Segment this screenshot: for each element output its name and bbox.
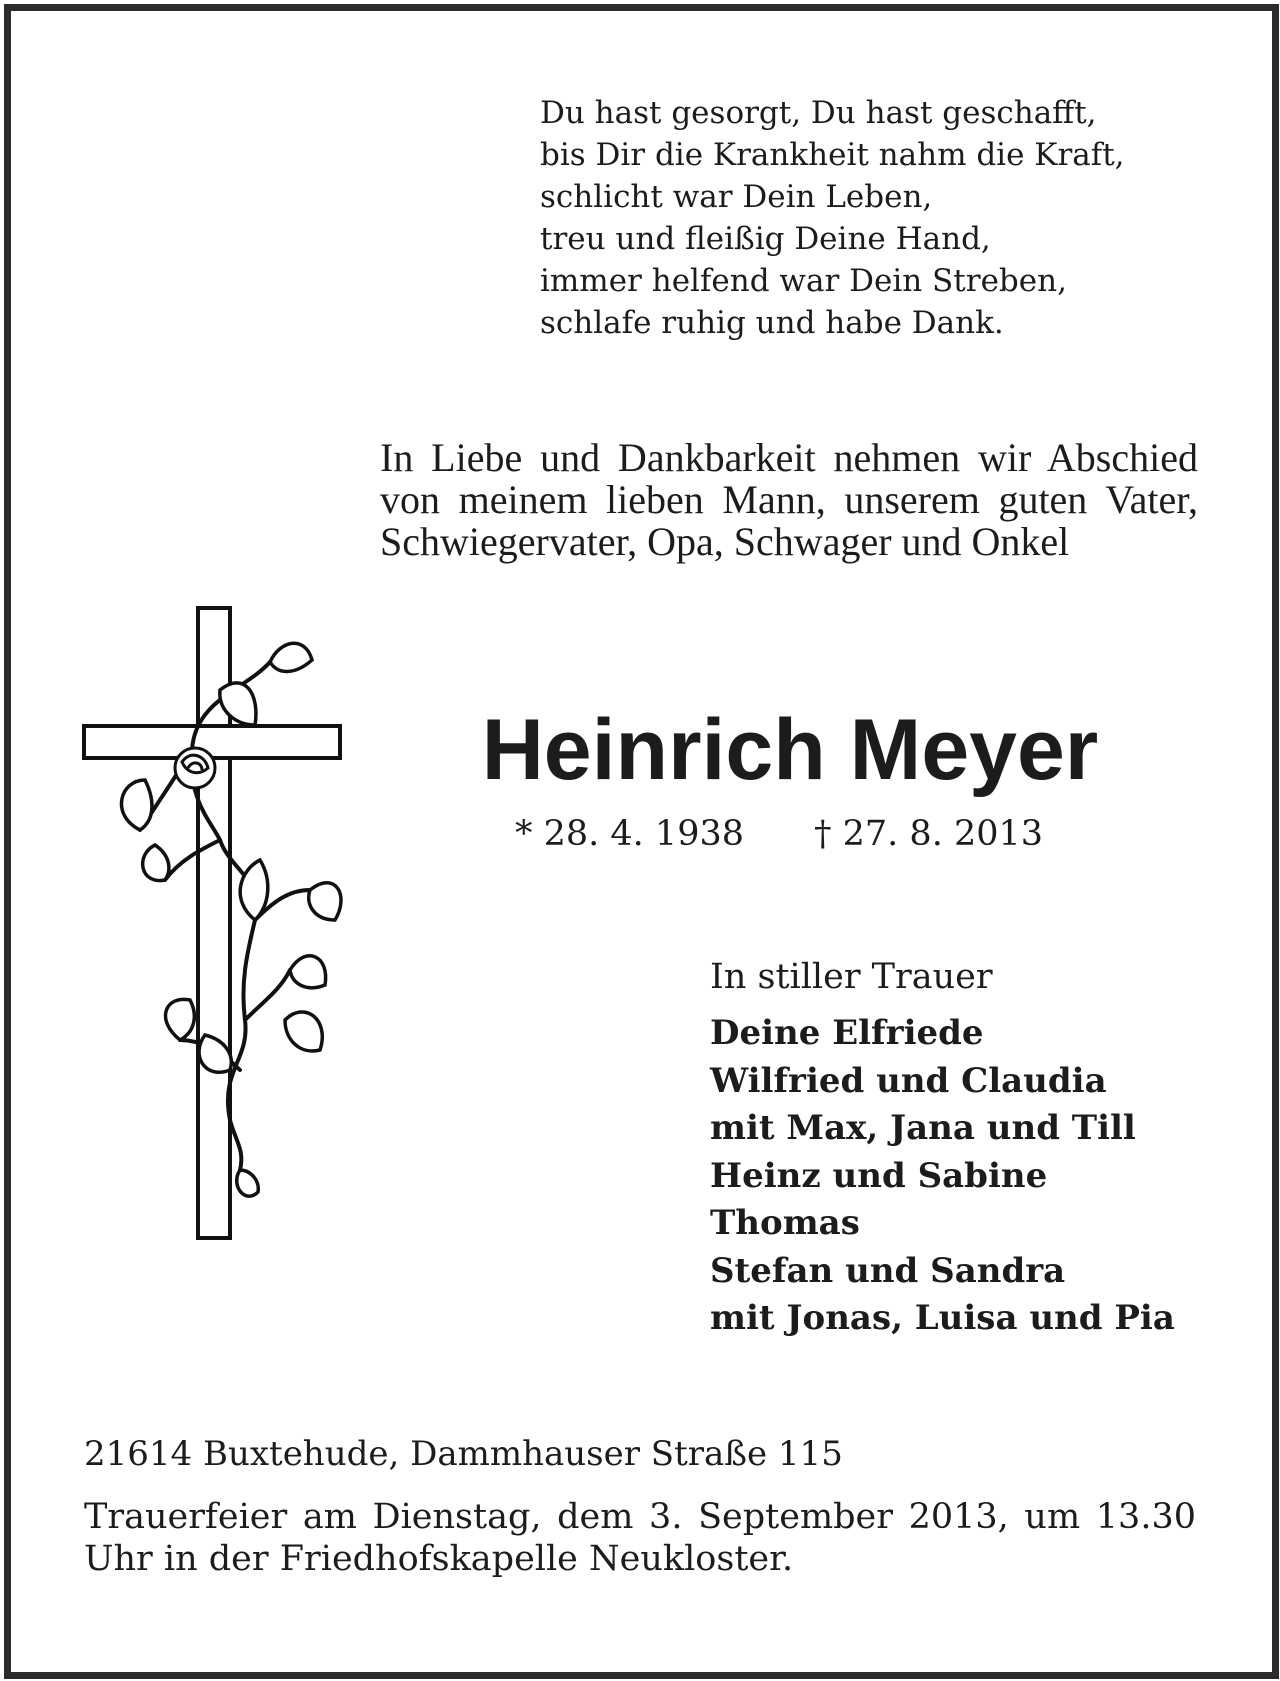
mourner-name: Wilfried und Claudia — [710, 1060, 1107, 1101]
poem-line: bis Dir die Krankheit nahm die Kraft, — [540, 137, 1125, 173]
life-dates — [515, 812, 1043, 856]
mourner-name: Stefan und Sandra — [710, 1250, 1066, 1291]
mourner-name: Heinz und Sabine — [710, 1155, 1048, 1196]
poem-line: treu und fleißig Deine Hand, — [540, 221, 991, 257]
address: 21614 Buxtehude, Dammhauser Straße 115 — [84, 1434, 843, 1474]
poem — [540, 92, 1125, 344]
birth-date: * 28. 4. 1938 — [515, 814, 745, 854]
deceased-name: Heinrich Meyer — [481, 702, 1099, 798]
mourners-list — [710, 1010, 1175, 1343]
poem-line: schlafe ruhig und habe Dank. — [540, 305, 1004, 341]
death-date: † 27. 8. 2013 — [814, 814, 1044, 854]
cross-with-rose-icon — [80, 600, 350, 1240]
mourning-heading: In stiller Trauer — [710, 957, 993, 997]
poem-line: schlicht war Dein Leben, — [540, 179, 933, 215]
mourner-name: Thomas — [710, 1203, 860, 1243]
mourner-name: mit Max, Jana und Till — [710, 1108, 1136, 1148]
mourner-name: Deine Elfriede — [710, 1013, 984, 1053]
poem-line: immer helfend war Dein Streben, — [540, 263, 1067, 299]
poem-line: Du hast gesorgt, Du hast geschafft, — [540, 95, 1097, 131]
mourner-name: mit Jonas, Luisa und Pia — [710, 1298, 1175, 1338]
funeral-notice: Trauerfeier am Dienstag, dem 3. September 2013, um 13.30 Uhr in der Friedhofskapelle Neukloster. — [84, 1497, 1196, 1579]
intro-text: In Liebe und Dankbarkeit nehmen wir Abschied von meinem lieben Mann, unserem guten Vater, Schwiegervater, Opa, Schwager und Onkel — [380, 435, 1198, 564]
